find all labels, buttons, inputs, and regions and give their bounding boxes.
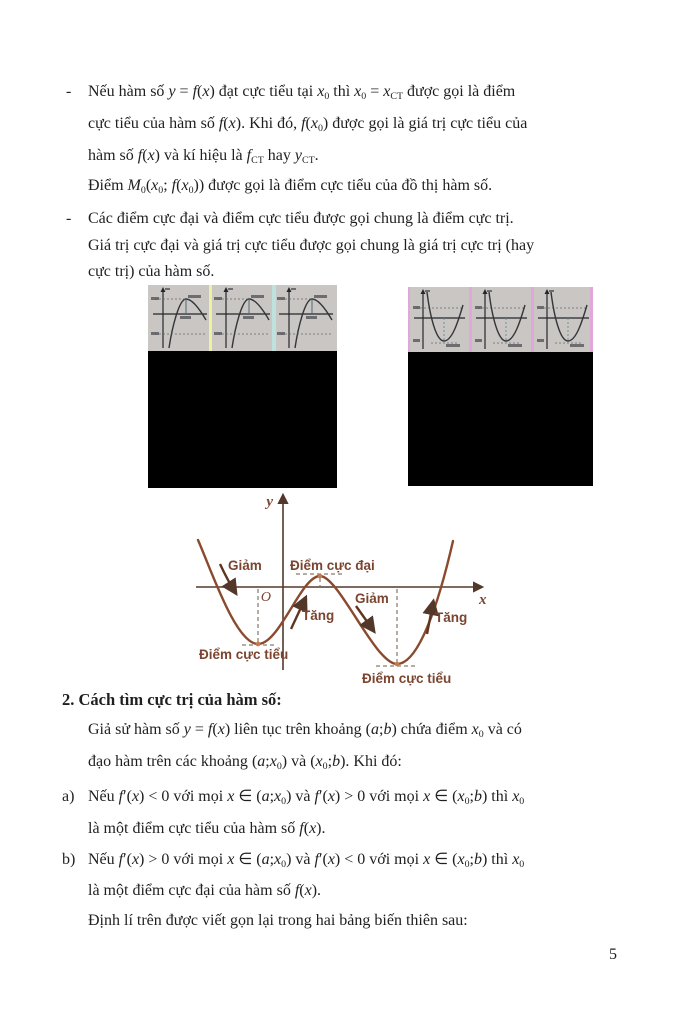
text-line: [88, 145, 319, 166]
text-line: [88, 175, 492, 196]
text-run: ) > 0 với mọi: [334, 788, 424, 805]
text-run: ;: [469, 851, 474, 868]
text-run: là một điểm cực đại của hàm số: [88, 882, 295, 899]
text-run: và: [287, 753, 311, 770]
text-run: f: [299, 820, 304, 837]
text-run: (: [145, 177, 152, 194]
text-run: ′(: [123, 851, 132, 868]
text-run: (: [197, 83, 203, 100]
figure-maxima-strip: [148, 285, 337, 351]
x-axis-label: x: [479, 592, 487, 608]
text-run: f: [118, 788, 124, 805]
text-run: Nếu: [88, 851, 119, 868]
item-a-marker: a): [62, 788, 75, 805]
text-run: hay: [263, 147, 295, 164]
text-run: y: [168, 83, 176, 100]
text-run: ): [281, 753, 288, 770]
text-run: ): [340, 753, 346, 770]
text-run: liên tục trên khoảng: [230, 721, 366, 738]
text-run: a: [370, 721, 379, 738]
text-run: ): [322, 115, 329, 132]
separator-line: [590, 287, 593, 352]
text-run: x: [327, 788, 335, 805]
separator-line: [408, 287, 410, 352]
text-run: (: [299, 882, 305, 899]
text-run: b: [473, 851, 482, 868]
text-run: ;: [265, 753, 270, 770]
mini-min-graph: [537, 289, 589, 349]
y-axis-label: y: [266, 494, 273, 510]
text-line: [88, 81, 515, 102]
text-run: ;: [327, 753, 333, 770]
text-run: (: [251, 753, 258, 770]
extrema-curve-diagram: [150, 480, 550, 692]
text-line: [88, 719, 522, 740]
mini-max-graph: [214, 287, 270, 348]
text-run: 0: [361, 90, 367, 102]
text-run: 0: [324, 90, 330, 102]
text-run: M: [127, 177, 141, 194]
text-run: cực tiểu của hàm số: [88, 115, 219, 132]
text-run: (: [176, 177, 182, 194]
text-run: Giả sử hàm số: [88, 721, 184, 738]
text-run: f: [314, 788, 319, 805]
text-run: x: [512, 788, 520, 805]
text-run: f: [218, 115, 224, 132]
text-run: x: [315, 753, 323, 770]
separator-line: [531, 287, 534, 352]
text-run: được gọi là giá trị cực tiểu của: [328, 115, 528, 132]
decrease-label: Giảm: [355, 591, 389, 606]
text-run: đạt cực tiểu tại: [214, 83, 318, 100]
bullet-marker: -: [66, 210, 72, 227]
figure-black-area: [408, 352, 593, 486]
text-run: x: [274, 788, 282, 805]
text-run: ;: [469, 788, 474, 805]
text-run: ) > 0 với mọi: [139, 851, 228, 868]
text-run: ;: [378, 721, 384, 738]
section-heading: 2. Cách tìm cực trị của hàm số:: [62, 690, 282, 709]
text-run: 0: [519, 858, 525, 870]
text-run: ′(: [318, 851, 328, 868]
text-run: CT: [251, 154, 264, 166]
text-run: . Khi đó,: [241, 115, 302, 132]
text-run: CT: [301, 154, 315, 166]
origin-label: O: [260, 590, 271, 605]
increase-label: Tăng: [435, 610, 468, 625]
text-line: [88, 261, 214, 282]
text-run: (: [303, 820, 310, 837]
min-point-dot: [256, 642, 261, 647]
text-run: x: [131, 851, 140, 868]
text-run: ) < 0 với mọi: [334, 851, 424, 868]
text-run: ;: [269, 851, 275, 868]
text-run: f: [294, 882, 300, 899]
mini-min-graph: [413, 289, 465, 349]
text-run: x: [327, 851, 335, 868]
text-run: f: [207, 721, 213, 738]
text-run: 0: [140, 184, 146, 196]
text-run: (: [142, 147, 148, 164]
text-run: ∈ (: [234, 788, 262, 805]
item-b-marker: b): [62, 851, 76, 868]
text-run: ) thì: [481, 851, 513, 868]
text-run: ).: [316, 820, 326, 837]
decrease-arrow: [356, 606, 373, 630]
figure-minima-strip: [408, 287, 593, 352]
text-run: ) thì: [481, 788, 513, 805]
text-line: Định lí trên được viết gọn lại trong hai bảng biến thiên sau:: [88, 912, 468, 929]
text-run: là một điểm cực tiểu của hàm số: [88, 820, 300, 837]
max-point-dot: [318, 574, 323, 579]
text-run: ∈ (: [234, 851, 262, 868]
text-run: x: [309, 820, 317, 837]
text-run: b: [473, 788, 482, 805]
increase-label: Tăng: [302, 608, 335, 623]
text-run: 0: [519, 795, 525, 807]
text-run: x: [147, 147, 155, 164]
text-run: .: [314, 147, 319, 164]
min-point-label: Điểm cực tiểu: [199, 647, 289, 662]
text-run: a: [261, 788, 270, 805]
text-run: f: [314, 851, 319, 868]
text-run: ): [235, 115, 242, 132]
text-run: f: [246, 147, 252, 164]
text-run: 0: [158, 184, 164, 196]
text-run: 0: [464, 858, 470, 870]
text-run: 0: [188, 184, 194, 196]
text-run: ;: [269, 788, 275, 805]
max-point-label: Điểm cực đại: [290, 558, 375, 573]
text-run: 0: [322, 760, 328, 772]
text-run: Điểm: [88, 177, 128, 194]
separator-line: [469, 287, 472, 352]
text-run: ∈ (: [430, 851, 458, 868]
text-run: . Khi đó:: [345, 753, 402, 770]
text-run: x: [227, 851, 235, 868]
text-run: ): [154, 147, 160, 164]
text-run: ) và: [286, 788, 315, 805]
figure-maxima: [148, 285, 337, 488]
text-run: a: [257, 753, 266, 770]
text-run: =: [190, 721, 208, 738]
text-run: hàm số: [88, 147, 138, 164]
text-run: 0: [276, 760, 282, 772]
text-run: được gọi là điểm cực tiểu của đồ thị hàm số.: [204, 177, 493, 194]
text-run: x: [269, 753, 277, 770]
separator-line: [272, 285, 276, 351]
text-line: [88, 113, 527, 134]
text-run: và có: [483, 721, 522, 738]
text-line: [88, 235, 534, 256]
text-run: ) < 0 với mọi: [139, 788, 228, 805]
text-run: (: [310, 753, 316, 770]
text-run: x: [217, 721, 225, 738]
text-run: =: [366, 83, 384, 100]
text-run: f: [118, 851, 124, 868]
text-run: x: [457, 788, 465, 805]
text-run: b: [383, 721, 392, 738]
text-run: a: [261, 851, 270, 868]
text-run: (: [223, 115, 229, 132]
text-run: 0: [478, 728, 484, 740]
text-run: ) và: [286, 851, 315, 868]
text-run: (: [365, 721, 371, 738]
text-run: x: [383, 83, 391, 100]
mini-max-graph: [277, 287, 333, 348]
text-run: x: [228, 115, 236, 132]
text-run: x: [131, 788, 140, 805]
text-run: 0: [317, 122, 323, 134]
text-run: Các điểm cực đại và điểm cực tiểu được gọi chung là điểm cực trị.: [88, 210, 514, 227]
text-run: ): [391, 721, 397, 738]
text-run: và kí hiệu là: [160, 147, 247, 164]
text-line: [88, 751, 402, 772]
text-line: [88, 786, 524, 807]
text-run: x: [354, 83, 362, 100]
decrease-label: Giảm: [228, 558, 262, 573]
text-run: f: [137, 147, 143, 164]
text-line: [88, 849, 524, 870]
text-run: (: [212, 721, 218, 738]
text-run: ∈ (: [430, 788, 458, 805]
text-run: CT: [390, 90, 404, 102]
mini-min-graph: [475, 289, 527, 349]
text-run: x: [317, 83, 325, 100]
text-run: Nếu: [88, 788, 119, 805]
text-run: x: [423, 851, 431, 868]
figure-minima: [408, 287, 593, 486]
text-run: y: [294, 147, 302, 164]
text-run: x: [181, 177, 189, 194]
text-run: 0: [281, 858, 287, 870]
text-run: y: [183, 721, 191, 738]
text-run: =: [175, 83, 193, 100]
text-run: b: [332, 753, 341, 770]
text-run: ).: [311, 882, 322, 899]
text-run: chứa điểm: [396, 721, 472, 738]
text-run: thì: [329, 83, 355, 100]
text-run: x: [274, 851, 282, 868]
text-run: (: [305, 115, 311, 132]
text-run: đạo hàm trên các khoảng: [88, 753, 252, 770]
mini-max-graph: [151, 287, 207, 348]
text-run: x: [423, 788, 431, 805]
text-run: x: [304, 882, 312, 899]
text-run: ′(: [318, 788, 328, 805]
text-run: ): [224, 721, 231, 738]
text-run: x: [227, 788, 235, 805]
text-line: [88, 818, 326, 839]
text-run: f: [192, 83, 198, 100]
text-run: f: [171, 177, 177, 194]
text-run: ): [209, 83, 215, 100]
text-run: x: [151, 177, 159, 194]
text-run: cực trị) của hàm số.: [88, 263, 215, 280]
text-run: f: [301, 115, 306, 132]
text-run: 0: [464, 795, 470, 807]
text-run: x: [457, 851, 465, 868]
text-line: [88, 208, 514, 229]
figure-black-area: [148, 351, 337, 488]
text-line: [88, 880, 321, 901]
text-run: x: [310, 115, 318, 132]
separator-line: [209, 285, 212, 351]
min-point-dot: [395, 662, 400, 667]
text-run: ;: [163, 177, 172, 194]
text-run: Giá trị cực đại và giá trị cực tiểu được gọi chung là giá trị cực trị (hay: [88, 237, 535, 254]
bullet-marker: -: [66, 83, 72, 100]
page-number: 5: [609, 946, 617, 963]
text-run: Nếu hàm số: [88, 83, 169, 100]
text-run: được gọi là điểm: [403, 83, 516, 100]
text-run: x: [202, 83, 210, 100]
text-run: )): [193, 177, 205, 194]
min-point-label: Điểm cực tiểu: [362, 671, 452, 686]
text-run: x: [512, 851, 520, 868]
text-run: x: [471, 721, 479, 738]
text-run: ′(: [123, 788, 132, 805]
text-run: 0: [281, 795, 287, 807]
